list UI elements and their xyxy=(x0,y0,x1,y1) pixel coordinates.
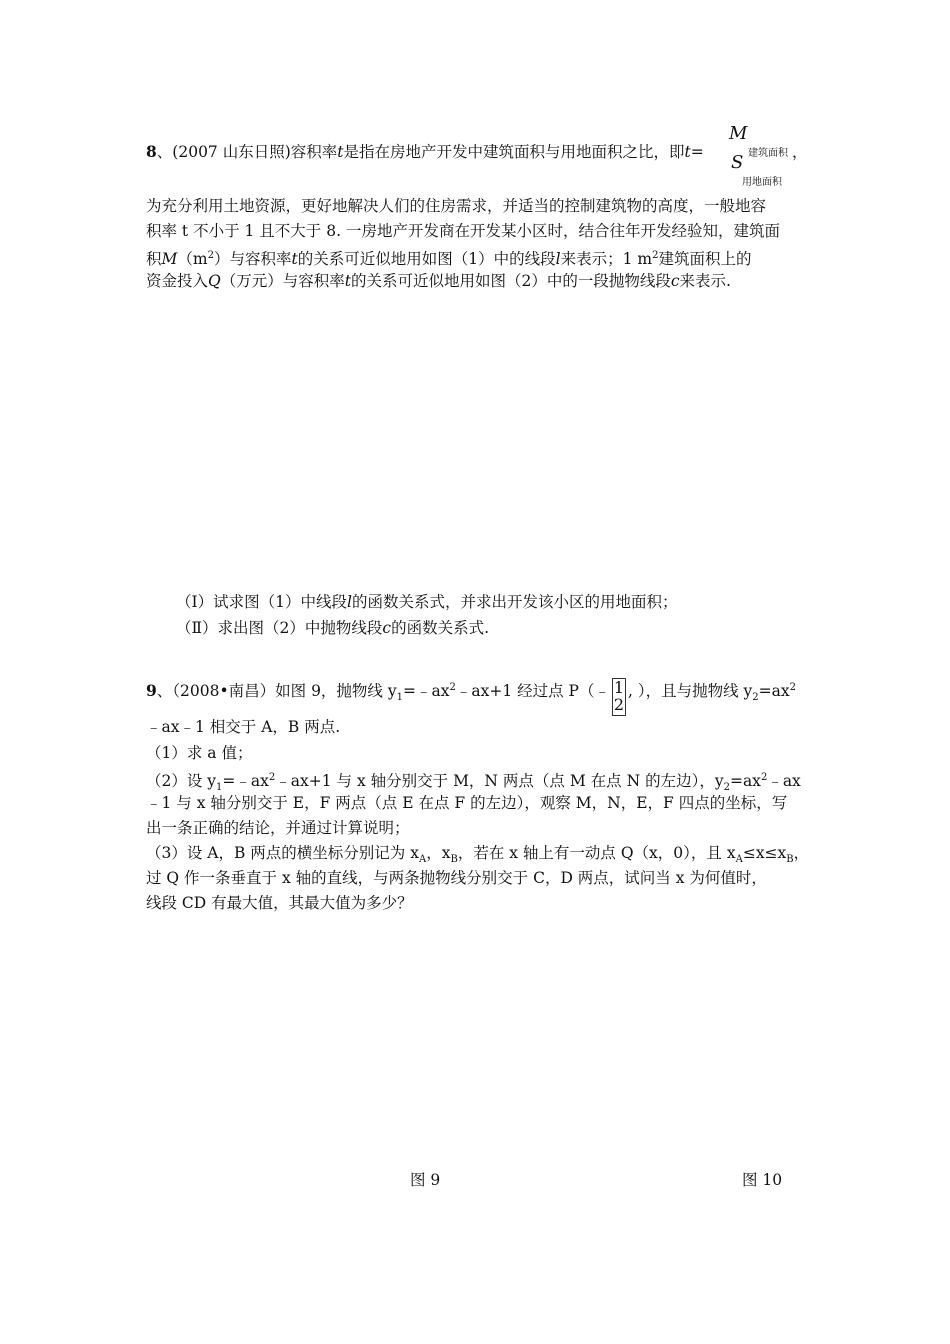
q8-text: （万元）与容积率 xyxy=(220,272,345,290)
q9-line-3: （1）求 a 值； xyxy=(146,744,253,762)
q8-text: 资金投入 xyxy=(146,272,209,290)
q8-text: 的关系可近似地用如图（2）中的一段抛物线段 xyxy=(350,272,671,290)
q8-line-1 xyxy=(146,142,704,162)
fraction-box xyxy=(612,678,626,716)
q8-number: 8 xyxy=(146,142,157,161)
superscript: 2 xyxy=(789,682,796,693)
q9-line-7 xyxy=(146,843,809,870)
q9-line-1 xyxy=(146,678,796,716)
q9-text: ﹣ax+1 经过点 P（﹣ xyxy=(455,682,610,700)
var-t: t xyxy=(344,272,351,290)
q9-text: =ax xyxy=(729,772,761,790)
var-t: t xyxy=(291,250,298,268)
q8-text: （Ⅰ）试求图（1）中线段 xyxy=(176,593,347,611)
frac-sub-bottom: 用地面积 xyxy=(742,177,782,188)
q9-line-8: 过 Q 作一条垂直于 x 轴的直线，与两条抛物线分别交于 C，D 两点，试问当 x 为何值时， xyxy=(146,869,767,887)
superscript: 2 xyxy=(652,250,659,261)
q8-text: 来表示；1 m xyxy=(560,250,653,268)
q8-text: 建筑面积上的 xyxy=(658,250,752,268)
q9-text: =﹣ax xyxy=(222,772,269,790)
q8-text: ）与容积率 xyxy=(213,250,292,268)
var-c: c xyxy=(382,619,392,637)
q9-text: （2）设 y xyxy=(146,772,217,790)
var-t-eq: t= xyxy=(684,143,704,161)
q9-text: =ax xyxy=(758,682,790,700)
q8-text: 积 xyxy=(146,250,162,268)
caption-fig9: 图 9 xyxy=(410,1171,441,1189)
q9-number: 9 xyxy=(146,681,157,700)
fraction-numerator: 1 xyxy=(613,678,625,697)
q9-line-9: 线段 CD 有最大值，其最大值为多少？ xyxy=(146,894,413,912)
q9-text: （3）设 A，B 两点的横坐标分别记为 x xyxy=(146,844,419,862)
q9-text: ， xyxy=(793,844,810,862)
subscript: B xyxy=(450,854,458,865)
q8-text: （m xyxy=(177,250,208,268)
q8-text: （Ⅱ）求出图（2）中抛物线段 xyxy=(176,619,383,637)
q8-text: 来表示. xyxy=(679,272,731,290)
q9-text: ≤x≤x xyxy=(742,844,787,862)
q9-text: ﹣ax+1 与 x 轴分别交于 M，N 两点（点 M 在点 N 的左边），y xyxy=(275,772,724,790)
subscript: 1 xyxy=(216,782,223,793)
q8-line-4 xyxy=(146,246,751,269)
var-c: c xyxy=(670,272,680,290)
frac-denominator: S xyxy=(731,152,744,173)
q9-text: ，若在 x 轴上有一动点 Q（x，0），且 x xyxy=(457,844,736,862)
fraction-denominator: 2 xyxy=(613,695,625,714)
q9-text: ﹣ax xyxy=(767,772,801,790)
subscript: A xyxy=(418,854,427,865)
q9-text: =﹣ax xyxy=(402,682,450,700)
q8-text: 的函数关系式，并求出开发该小区的用地面积； xyxy=(351,593,678,611)
superscript: 2 xyxy=(449,682,456,693)
var-M: M xyxy=(161,250,178,268)
q8-text: 、(2007 山东日照)容积率 xyxy=(156,143,338,161)
q8-line-5 xyxy=(146,271,731,291)
q9-text: ，x xyxy=(426,844,451,862)
q8-part-1 xyxy=(176,592,677,612)
subscript: B xyxy=(786,854,794,865)
q9-text: 、（2008•南昌）如图 9，抛物线 y xyxy=(156,682,397,700)
q8-part-2 xyxy=(176,618,489,638)
subscript: 2 xyxy=(723,782,730,793)
q9-line-5: ﹣1 与 x 轴分别交于 E，F 两点（点 E 在点 F 的左边），观察 M，N，E，F 四点的坐标，写 xyxy=(146,794,788,812)
q8-text: 的函数关系式. xyxy=(391,619,490,637)
q9-line-6: 出一条正确的结论，并通过计算说明； xyxy=(146,819,410,837)
q8-line-3: 积率 t 不小于 1 且不大于 8. 一房地产开发商在开发某小区时，结合往年开发经验知，建筑面 xyxy=(146,222,780,240)
q9-line-2: ﹣ax﹣1 相交于 A，B 两点. xyxy=(146,718,341,736)
superscript: 2 xyxy=(207,250,214,261)
q9-text: , ），且与抛物线 y xyxy=(627,682,753,700)
var-Q: Q xyxy=(208,272,221,290)
q8-text: 是指在房地产开发中建筑面积与用地面积之比，即 xyxy=(343,143,685,161)
frac-numerator: M xyxy=(729,123,748,144)
superscript: 2 xyxy=(268,772,276,783)
q8-comma: ， xyxy=(792,143,808,161)
q8-line-2: 为充分利用土地资源，更好地解决人们的住房需求，并适当的控制建筑物的高度，一般地容 xyxy=(146,197,767,215)
q8-text: 的关系可近似地用如图（1）中的线段 xyxy=(297,250,556,268)
var-l: l xyxy=(555,250,561,268)
frac-sub-top: 建筑面积 xyxy=(748,148,788,159)
var-t: t xyxy=(337,143,344,161)
caption-fig10: 图 10 xyxy=(742,1171,783,1189)
subscript: 2 xyxy=(752,692,759,703)
subscript: A xyxy=(735,854,743,865)
subscript: 1 xyxy=(396,692,403,703)
superscript: 2 xyxy=(760,772,768,783)
var-l: l xyxy=(347,593,352,611)
